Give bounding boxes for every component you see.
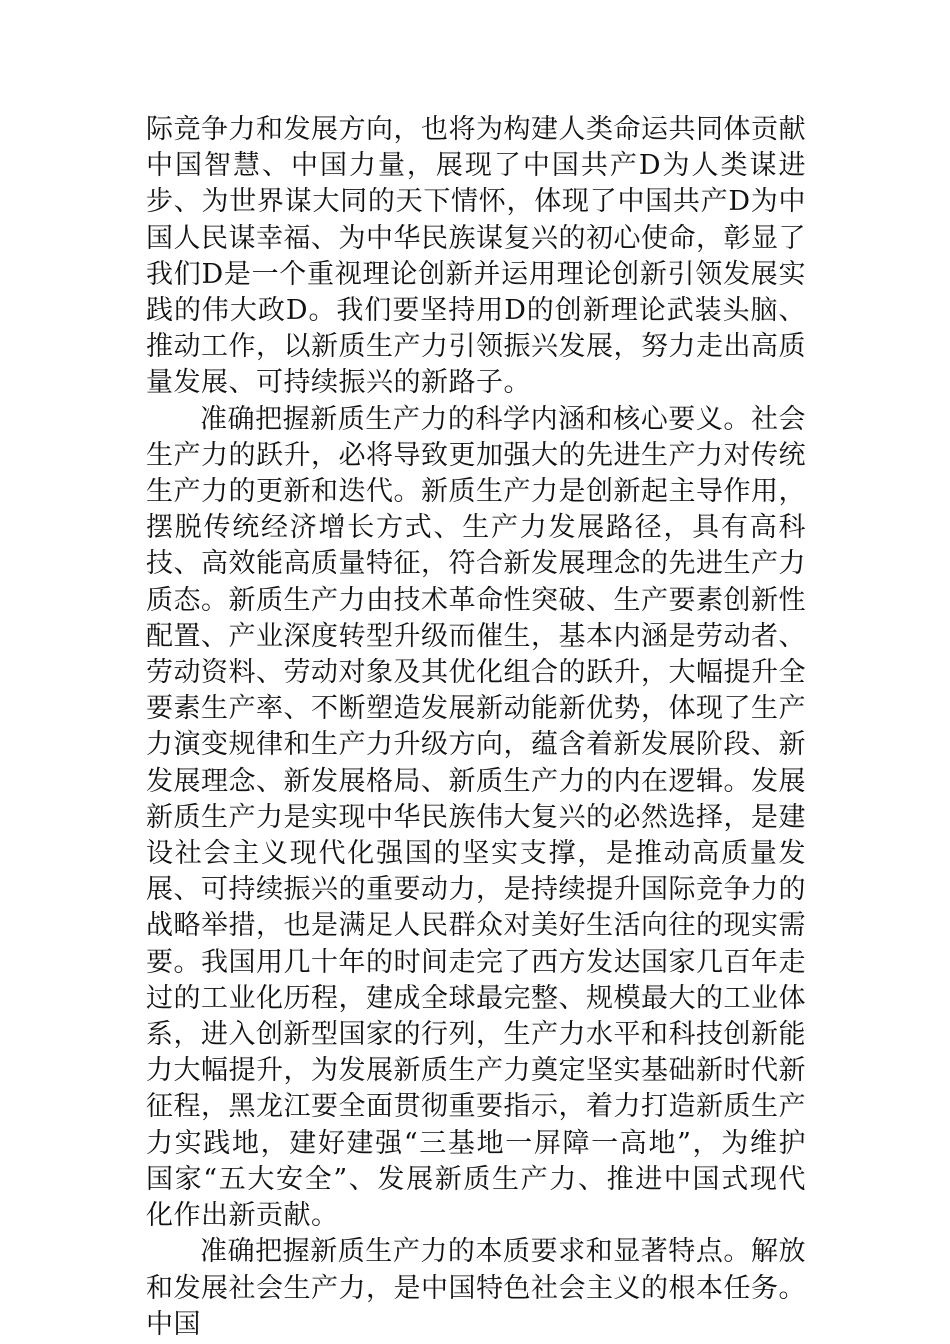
paragraph-1: 际竞争力和发展方向，也将为构建人类命运共同体贡献中国智慧、中国力量，展现了中国共产D为人类谋进步、为世界谋大同的天下情怀，体现了中国共产D为中国人民谋幸福、为中华民族谋复兴的初心使命，彰显了我们D是一个重视理论创新并运用理论创新引领发展实践的伟大政D。我们要坚持用D的创新理论武装头脑、推动工作，以新质生产力引领振兴发展，努力走出高质量发展、可持续振兴的新路子。 [146, 114, 806, 399]
paragraph-2: 准确把握新质生产力的科学内涵和核心要义。社会生产力的跃升，必将导致更加强大的先进生产力对传统生产力的更新和迭代。新质生产力是创新起主导作用，摆脱传统经济增长方式、生产力发展路径，具有高科技、高效能高质量特征，符合新发展理念的先进生产力质态。新质生产力由技术革命性突破、生产要素创新性配置、产业深度转型升级而催生，基本内涵是劳动者、劳动资料、劳动对象及其优化组合的跃升，大幅提升全要素生产率、不断塑造发展新动能新优势，体现了生产力演变规律和生产力升级方向，蕴含着新发展阶段、新发展理念、新发展格局、新质生产力的内在逻辑。发展新质生产力是实现中华民族伟大复兴的必然选择，是建设社会主义现代化强国的坚实支撑，是推动高质量发展、可持续振兴的重要动力，是持续提升国际竞争力的战略举措，也是满足人民群众对美好生活向往的现实需要。我国用几十年的时间走完了西方发达国家几百年走过的工业化历程，建成全球最完整、规模最大的工业体系，进入创新型国家的行列，生产力水平和科技创新能力大幅提升，为发展新质生产力奠定坚实基础新时代新征程，黑龙江要全面贯彻重要指示，着力打造新质生产力实践地，建好建强“三基地一屏障一高地”，为维护国家“五大安全”、发展新质生产力、推进中国式现代化作出新贡献。 [146, 403, 806, 1232]
paragraph-3: 准确把握新质生产力的本质要求和显著特点。解放和发展社会生产力，是中国特色社会主义的根本任务。中国 [146, 1236, 806, 1340]
body-text [146, 112, 806, 1343]
